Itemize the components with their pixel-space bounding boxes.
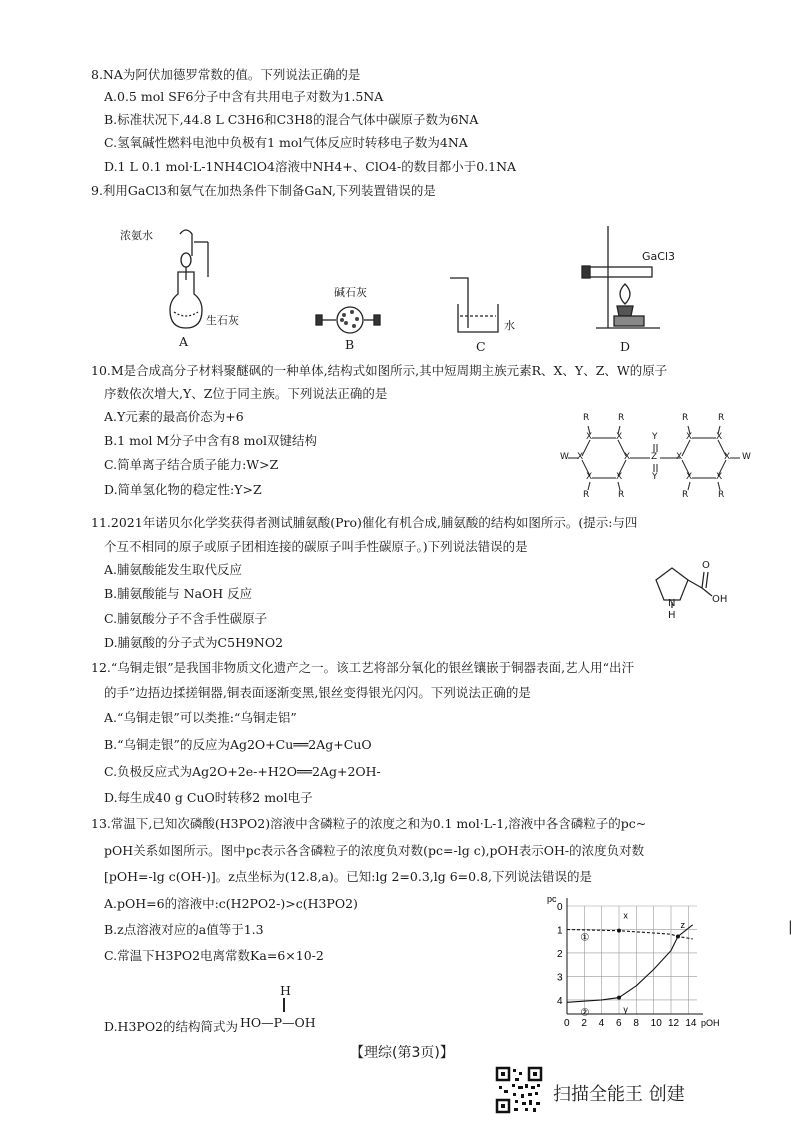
q11-proline-structure: [642, 560, 752, 630]
q10-atom-r6: R: [618, 490, 625, 500]
q10-atom-x8: X: [724, 452, 731, 462]
q10-atom-x6: X: [624, 452, 631, 462]
q10-atom-r3: R: [682, 413, 689, 423]
chart-y-tick: 2: [557, 948, 563, 960]
q10-atom-x12: X: [716, 472, 723, 482]
q9-label-quicklime: 生石灰: [206, 314, 239, 327]
q10-atom-r2: R: [618, 413, 625, 423]
q13-stem-line1: 13.常温下,已知次磷酸(H3PO2)溶液中含磷粒子的浓度之和为0.1 mol·L-1,溶液中各含磷粒子的pc~: [91, 816, 647, 831]
q10-atom-x5: X: [577, 452, 584, 462]
q11-proline-bonds: [642, 560, 752, 630]
q9-option-b-label: B: [345, 337, 355, 352]
side-mark: |: [788, 919, 793, 935]
q13-option-a: A.pOH=6的溶液中:c(H2PO2-)>c(H3PO2): [104, 896, 358, 911]
chart-x-tick: 14: [685, 1018, 697, 1029]
q10-atom-x3: X: [686, 432, 693, 442]
chart-y-tick: 3: [557, 972, 563, 984]
q10-stem-line1: 10.M是合成高分子材料聚醚砜的一种单体,结构式如图所示,其中短周期主族元素R、X、Y、Z、W的原子: [91, 363, 668, 378]
q9-stem: 9.利用GaCl3和氨气在加热条件下制备GaN,下列装置错误的是: [91, 183, 436, 198]
q8-option-d: D.1 L 0.1 mol·L-1NH4ClO4溶液中NH4+、ClO4-的数目都小于0.1NA: [104, 159, 517, 174]
chart-x-tick: 0: [564, 1018, 570, 1029]
q11-option-d: D.脯氨酸的分子式为C5H9NO2: [104, 635, 284, 650]
q10-atom-x4: X: [716, 432, 723, 442]
apparatus-figure: [120, 222, 680, 334]
q8-option-c: C.氢氧碱性燃料电池中负极有1 mol气体反应时转移电子数为4NA: [104, 135, 468, 150]
q13-option-b: B.z点溶液对应的a值等于1.3: [104, 922, 264, 937]
chart-y-label: pc: [547, 894, 557, 904]
chart-y-tick: 1: [557, 925, 563, 937]
q10-atom-x1: X: [586, 432, 593, 442]
q10-atom-r8: R: [718, 490, 725, 500]
q12-option-c: C.负极反应式为Ag2O+2e-+H2O══2Ag+2OH-: [104, 764, 381, 779]
chart-x-tick: 8: [633, 1018, 639, 1029]
chart-x-tick: 4: [598, 1018, 605, 1029]
chart-x-tick: 10: [650, 1018, 662, 1029]
q11-atom-oh: OH: [712, 594, 728, 605]
q13-stem-line3: [pOH=-lg c(OH-)]。z点坐标为(12.8,a)。已知:lg 2=0.3,lg 6=0.8,下列说法错误的是: [104, 869, 593, 884]
q9-label-soda-lime: 碱石灰: [334, 286, 367, 299]
q10-option-c: C.简单离子结合质子能力:W>Z: [104, 457, 279, 472]
chart-x-tick: 6: [616, 1018, 622, 1029]
chart-y-tick: 0: [557, 902, 563, 913]
q10-atom-x2: X: [616, 432, 623, 442]
q10-atom-y1: Y: [652, 432, 658, 442]
q13-option-c: C.常温下H3PO2电离常数Ka=6×10-2: [104, 948, 324, 963]
q8-stem: 8.NA为阿伏加德罗常数的值。下列说法正确的是: [91, 67, 361, 82]
scanner-watermark: 扫描全能王 创建: [553, 1084, 685, 1105]
q9-option-d-label: D: [620, 339, 631, 354]
q8-option-a: A.0.5 mol SF6分子中含有共用电子对数为1.5NA: [104, 89, 384, 104]
chart-point: [617, 996, 621, 1000]
pc-poh-chart: [545, 892, 720, 1037]
q10-atom-r1: R: [583, 413, 590, 423]
q12-stem-line1: 12.“乌铜走银”是我国非物质文化遗产之一。该工艺将部分氧化的银丝镶嵌于铜器表面,艺人用“出汗: [91, 660, 635, 675]
q10-atom-x7: X: [676, 452, 683, 462]
chart-curve-label-2: ②: [580, 1007, 590, 1019]
q10-atom-y2: Y: [652, 472, 658, 482]
q11-option-b: B.脯氨酸能与 NaOH 反应: [104, 586, 253, 601]
q11-option-a: A.脯氨酸能发生取代反应: [104, 562, 243, 577]
q10-atom-r4: R: [718, 413, 725, 423]
q11-atom-n: N: [668, 598, 676, 609]
q9-label-ammonia: 浓氨水: [120, 229, 153, 242]
q10-atom-x11: X: [686, 472, 693, 482]
q9-option-c-label: C: [476, 339, 486, 354]
q8-option-b: B.标准状况下,44.8 L C3H6和C3H8的混合气体中碳原子数为6NA: [104, 112, 479, 127]
q10-option-a: A.Y元素的最高价态为+6: [104, 409, 244, 424]
q10-atom-x10: X: [616, 472, 623, 482]
q10-atom-r7: R: [682, 490, 689, 500]
chart-point: [617, 929, 621, 933]
q10-atom-z: Z: [651, 452, 658, 462]
q11-stem-line2: 个互不相同的原子或原子团相连接的碳原子叫手性碳原子。)下列说法错误的是: [104, 539, 528, 554]
q12-option-b: B.“乌铜走银”的反应为Ag2O+Cu══2Ag+CuO: [104, 737, 372, 752]
q10-option-d: D.简单氢化物的稳定性:Y>Z: [104, 482, 262, 497]
chart-y-tick: 4: [557, 995, 563, 1007]
q10-stem-line2: 序数依次增大,Y、Z位于同主族。下列说法正确的是: [104, 386, 388, 401]
q13-option-d: D.H3PO2的结构简式为: [104, 1019, 239, 1034]
q12-option-d: D.每生成40 g CuO时转移2 mol电子: [104, 790, 313, 805]
q10-atom-r5: R: [583, 490, 590, 500]
q12-option-a: A.“乌铜走银”可以类推:“乌铜走铝”: [104, 710, 297, 725]
q11-atom-o: O: [702, 560, 710, 571]
pc-poh-chart-svg: [545, 892, 720, 1037]
q10-structure: [560, 412, 760, 504]
q11-option-c: C.脯氨酸分子不含手性碳原子: [104, 611, 268, 626]
q10-option-b: B.1 mol M分子中含有8 mol双键结构: [104, 433, 318, 448]
chart-x-label: pOH: [701, 1018, 720, 1028]
q13-struct-h: H: [280, 983, 291, 998]
q10-atom-w1: W: [560, 452, 569, 462]
q13-struct-bond: [283, 998, 285, 1012]
q12-stem-line2: 的手”边捂边揉搓铜器,铜表面逐渐变黑,银丝变得银光闪闪。下列说法正确的是: [104, 685, 531, 700]
q10-atom-x9: X: [586, 472, 593, 482]
chart-point-label: y: [623, 1004, 628, 1015]
q9-label-water: 水: [504, 319, 515, 332]
q11-stem-line1: 11.2021年诺贝尔化学奖获得者测试脯氨酸(Pro)催化有机合成,脯氨酸的结构如图所示。(提示:与四: [91, 515, 638, 530]
chart-x-tick: 12: [668, 1018, 680, 1029]
page-footer: 【理综(第3页)】: [350, 1045, 454, 1061]
chart-point: [676, 935, 680, 939]
q11-atom-h: H: [668, 610, 676, 621]
q13-stem-line2: pOH关系如图所示。图中pc表示各含磷粒子的浓度负对数(pc=-lg c),pOH表示OH-的浓度负对数: [104, 843, 645, 858]
chart-point-label: x: [623, 910, 628, 921]
apparatus-drawings: [120, 222, 680, 334]
q13-struct-main: HO—P—OH: [240, 1015, 316, 1030]
chart-curve-label-1: ①: [580, 932, 590, 944]
chart-x-tick: 2: [581, 1018, 587, 1029]
q10-atom-w2: W: [742, 452, 751, 462]
q9-label-gacl3: GaCl3: [642, 250, 675, 263]
chart-point-label: z: [680, 919, 686, 930]
qr-code-icon: [495, 1066, 543, 1114]
q9-option-a-label: A: [179, 334, 189, 349]
